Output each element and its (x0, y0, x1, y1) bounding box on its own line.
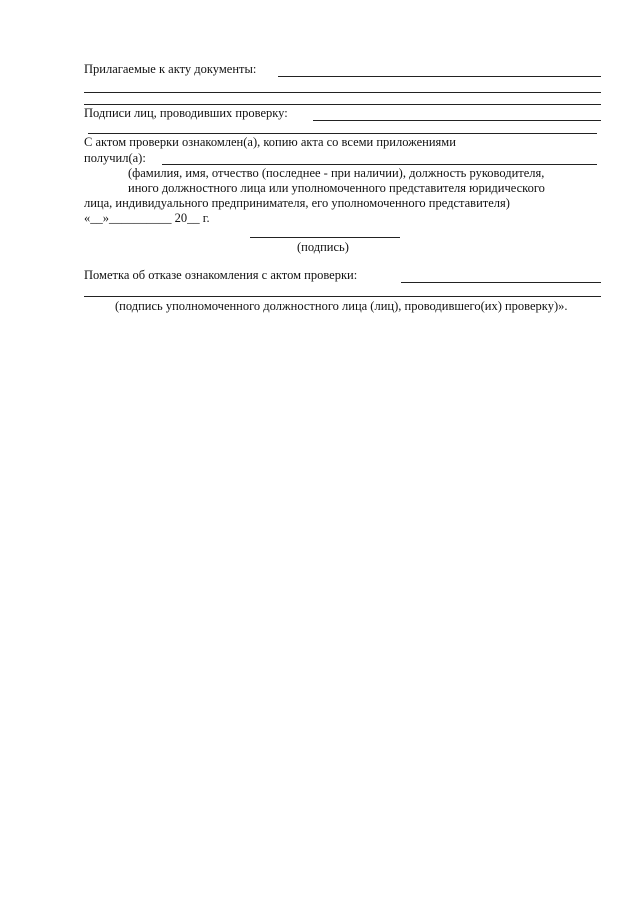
attachments-line-2[interactable] (84, 92, 601, 93)
signature-line[interactable] (250, 237, 400, 238)
receiver-hint-1: (фамилия, имя, отчество (последнее - при наличии), должность руководителя, (128, 166, 545, 180)
signatures-line-1[interactable] (313, 120, 601, 121)
receiver-hint-3: лица, индивидуального предпринимателя, его уполномоченного представителя) (84, 196, 510, 210)
receiver-line[interactable] (162, 164, 597, 165)
acknowledgement-text: С актом проверки ознакомлен(а), копию акта со всеми приложениями (84, 135, 456, 149)
signatures-line-2[interactable] (88, 133, 597, 134)
refusal-line-1[interactable] (401, 282, 601, 283)
attachments-line-1[interactable] (278, 76, 601, 77)
signatures-label: Подписи лиц, проводивших проверку: (84, 106, 288, 120)
date-field[interactable]: «__»__________ 20__ г. (84, 211, 210, 225)
attachments-label: Прилагаемые к акту документы: (84, 62, 257, 76)
signature-caption: (подпись) (297, 240, 349, 254)
received-label: получил(а): (84, 151, 146, 165)
receiver-hint-2: иного должностного лица или уполномоченного представителя юридического (128, 181, 545, 195)
refusal-label: Пометка об отказе ознакомления с актом проверки: (84, 268, 358, 282)
attachments-line-3[interactable] (84, 104, 601, 105)
refusal-caption: (подпись уполномоченного должностного лица (лиц), проводившего(их) проверку)». (115, 299, 568, 313)
refusal-line-2[interactable] (84, 296, 601, 297)
